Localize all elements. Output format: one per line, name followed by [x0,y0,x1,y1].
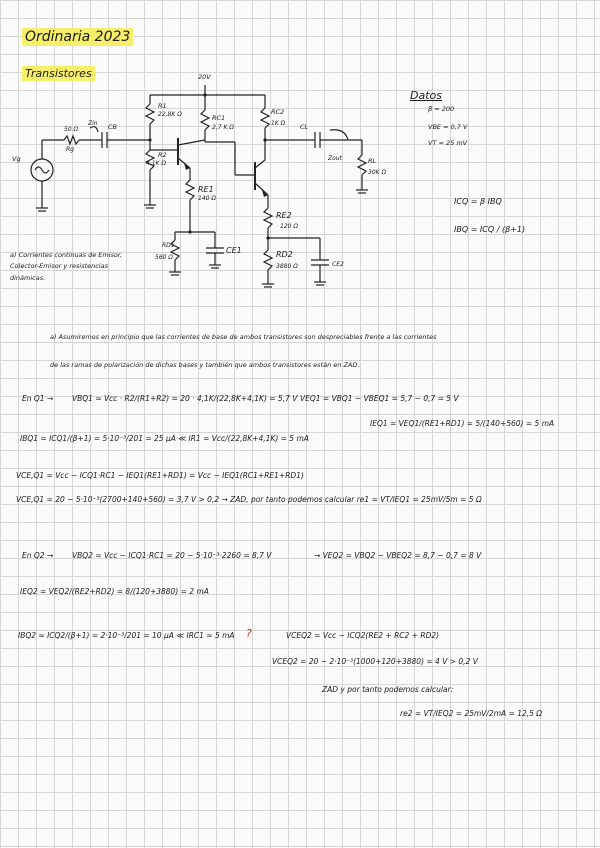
rd2-resistor [264,250,272,270]
re2-resistor [264,208,272,228]
q2-ibq-equation: IBQ2 ≈ ICQ2/(β+1) = 2·10⁻³/201 = 10 µA ≪ IRC1 ≈ 5 mA [18,631,235,640]
q1-ieq-equation: IEQ1 = VEQ1/(RE1+RD1) = 5/(140+560) = 5 mA [370,419,555,428]
page-title: Ordinaria 2023 [22,30,133,44]
q1-label: En Q1 → [22,394,54,403]
section-subtitle: Transistores [22,68,95,79]
q2-label: En Q2 → [22,551,54,560]
datos-ibq: IBQ = ICQ / (β+1) [454,225,526,234]
solution-intro-line1: a) Asumiremos en principio que las corrientes de base de ambos transistores son despreciables frente a las corrientes [50,333,437,341]
q2-vce-equation-1: VCEQ2 = Vcc − ICQ2(RE2 + RC2 + RD2) [286,631,440,640]
r1-value: 22,8K Ω [158,111,182,118]
ce2-label: CE2 [332,261,344,268]
rl-label: RL [368,157,377,165]
vg-label: Vg [12,155,21,163]
datos-vbe: VBE = 0,7 V [428,123,468,131]
rg-resistor [64,136,79,144]
zin-arrow [90,127,98,132]
solution-intro-line2: de las ramas de polarización de dichas bases y también que ambos transistores están en ZAD. [50,361,360,369]
rl-resistor [358,155,366,175]
rc1-resistor [201,110,209,130]
r1-resistor [146,104,154,124]
re2-label: RE2 [276,211,292,220]
question-a: a) Corrientes continuas de Emisor, Colector-Emisor y resistencias dinámicas. [10,251,123,282]
rd2-label: RD2 [276,250,293,259]
q2-ieq-equation: IEQ2 = VEQ2/(RE2+RD2) = 8/(120+3880) = 2 mA [20,587,209,596]
re1-value: 140 Ω [198,195,216,202]
ce1-label: CE1 [226,246,242,255]
q1-ibq-equation: IBQ1 = ICQ1/(β+1) = 5·10⁻³/201 = 25 µA ≪ IR1 = Vcc/(22,8K+4,1K) = 5 mA [20,434,309,443]
rc2-resistor [261,108,269,128]
rc2-label: RC2 [271,108,285,116]
r1-label: R1 [158,102,167,110]
q1-vce-equation-1: VCE,Q1 = Vcc − ICQ1·RC1 − IEQ1(RE1+RD1) = Vcc − IEQ1(RC1+RE1+RD1) [16,471,304,480]
cl-label: CL [300,123,309,131]
q2-vbq-equation: VBQ2 = Vcc − ICQ1·RC1 = 20 − 5·10⁻³·2260 = 8,7 V [72,551,272,560]
datos-icq: ICQ = β IBQ [454,197,502,206]
rc1-value: 2,7 K Ω [212,124,234,131]
q1-veq-equation: VEQ1 = VBQ1 − VBEQ1 = 5,7 − 0,7 = 5 V [300,394,459,403]
re1-resistor [186,180,194,200]
datos-vt: VT = 25 mV [428,139,468,147]
q2-ibq-question-mark: ? [246,627,252,640]
q2-vce-equation-2: VCEQ2 = 20 − 2·10⁻³(1000+120+3880) = 4 V > 0,2 V [272,657,478,666]
zout-label: Zout [328,155,342,162]
q2-zad-note: ZAD y por tanto podemos calcular: [322,685,454,694]
zin-label: Zin [88,120,98,127]
vcc-label: 20V [198,73,211,81]
rg-value: 50 Ω [64,126,79,133]
zout-arrow [330,130,348,140]
datos-heading: Datos [410,89,442,102]
q1-vbq-equation: VBQ1 ≈ Vcc · R2/(R1+R2) = 20 · 4,1K/(22,8K+4,1K) = 5,7 V [72,394,298,403]
re2-value: 120 Ω [280,223,298,230]
rl-value: 30K Ω [368,169,387,176]
rc2-value: 1K Ω [271,120,286,127]
re1-label: RE1 [198,185,214,194]
datos-beta: β = 200 [428,105,455,113]
rd1-value: 560 Ω [155,254,173,261]
cb-label: CB [108,123,117,131]
rd1-label: RD1 [162,242,175,249]
q2-re-equation: re2 = VT/IEQ2 = 25mV/2mA = 12,5 Ω [400,709,543,718]
r2-label: R2 [158,151,167,159]
rg-label: Rg [66,146,74,153]
q1-vce-equation-2: VCE,Q1 = 20 − 5·10⁻³(2700+140+560) = 3,7 V > 0,2 → ZAD, por tanto podemos calcular re1 = VT/IEQ1 = 25mV/5m = 5 Ω [16,495,482,504]
rc1-label: RC1 [212,114,226,122]
r2-value: 4,1K Ω [146,160,166,167]
rd2-value: 3880 Ω [276,263,298,270]
q2-veq-equation: → VEQ2 = VBQ2 − VBEQ2 = 8,7 − 0,7 = 8 V [314,551,482,560]
